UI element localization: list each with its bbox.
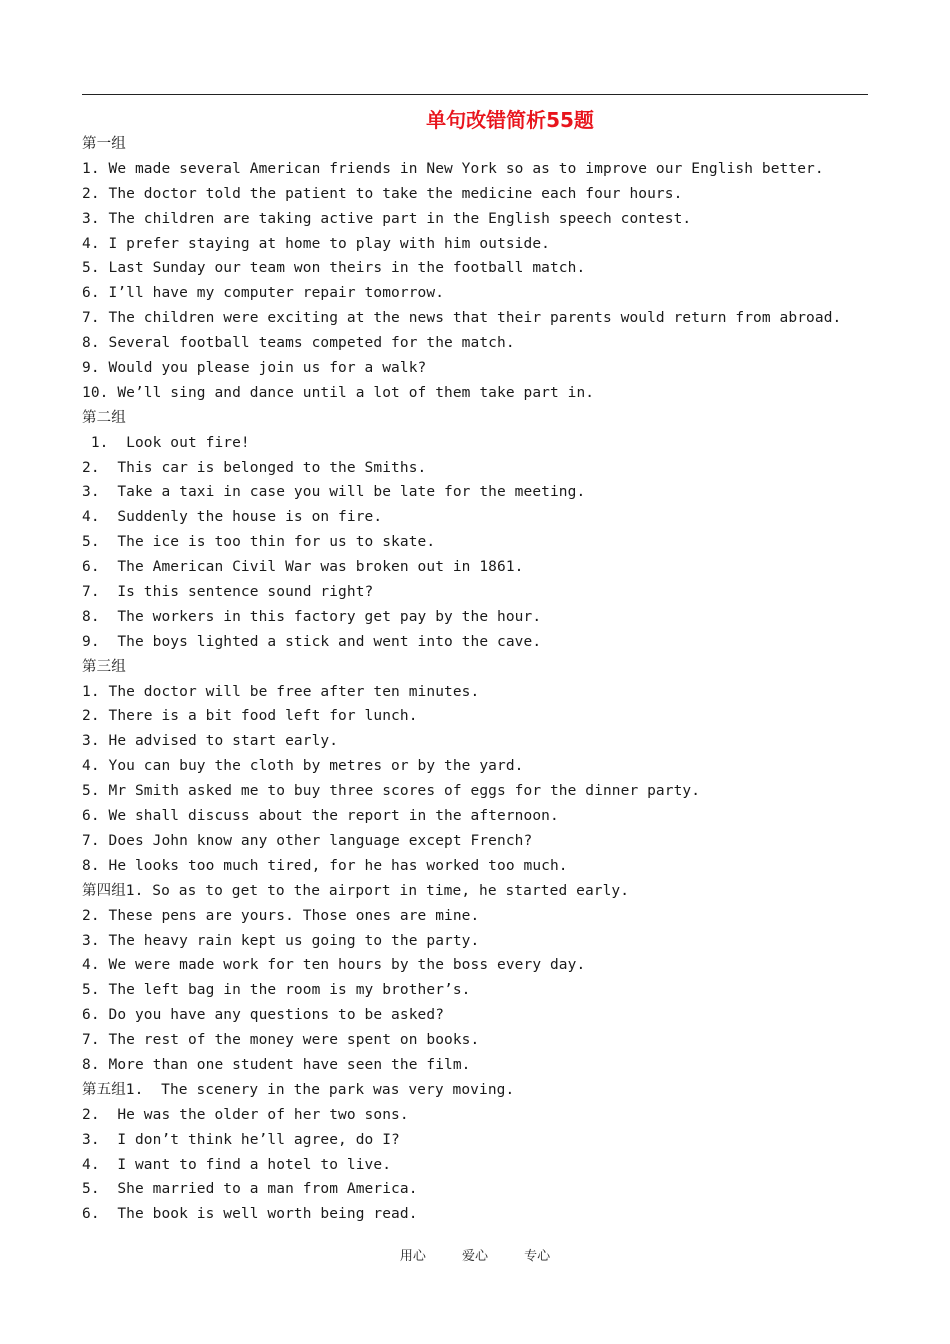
exercise-line: 7. Does John know any other language except French? [82,832,533,849]
exercise-line: 7. The children were exciting at the news that their parents would return from abroad. [82,310,842,327]
exercise-line: 3. The heavy rain kept us going to the party. [82,932,480,949]
exercise-line: 5. Mr Smith asked me to buy three scores of eggs for the dinner party. [82,783,701,800]
exercise-line: 6. The book is well worth being read. [82,1206,418,1223]
exercise-line: 第二组 [82,409,126,426]
exercise-line: 第四组1. So as to get to the airport in time, he started early. [82,882,630,899]
exercise-line: 6. I’ll have my computer repair tomorrow. [82,285,445,302]
exercise-list [82,132,882,1227]
exercise-line: 4. You can buy the cloth by metres or by the yard. [82,758,524,775]
exercise-line: 5. She married to a man from America. [82,1181,418,1198]
exercise-line: 4. Suddenly the house is on fire. [82,509,383,526]
exercise-line: 4. I prefer staying at home to play with him outside. [82,235,550,252]
footer-text: 爱心 [461,1249,488,1264]
exercise-line: 7. The rest of the money were spent on books. [82,1032,480,1049]
exercise-line: 8. He looks too much tired, for he has worked too much. [82,857,568,874]
exercise-line: 6. The American Civil War was broken out in 1861. [82,559,524,576]
exercise-line: 10. We’ll sing and dance until a lot of them take part in. [82,384,595,401]
exercise-line: 6. We shall discuss about the report in the afternoon. [82,808,559,825]
exercise-line: 6. Do you have any questions to be asked? [82,1007,445,1024]
exercise-line: 3. He advised to start early. [82,733,339,750]
exercise-line: 4. We were made work for ten hours by the boss every day. [82,957,586,974]
page-title: 单句改错简析55题 [426,108,594,132]
exercise-line: 第五组1. The scenery in the park was very moving. [82,1081,515,1098]
exercise-line: 8. The workers in this factory get pay by the hour. [82,608,542,625]
header-rule [82,94,868,95]
exercise-line: 2. There is a bit food left for lunch. [82,708,418,725]
footer-text: 专心 [524,1249,551,1264]
page-footer [0,1247,950,1267]
exercise-line: 3. Take a taxi in case you will be late for the meeting. [82,484,586,501]
exercise-line: 第三组 [82,658,126,675]
exercise-line: 3. The children are taking active part in the English speech contest. [82,210,692,227]
exercise-line: 2. This car is belonged to the Smiths. [82,459,427,476]
footer-text: 用心 [399,1249,426,1264]
exercise-line: 2. The doctor told the patient to take the medicine each four hours. [82,185,683,202]
exercise-line: 2. These pens are yours. Those ones are mine. [82,907,480,924]
exercise-line: 5. The ice is too thin for us to skate. [82,534,436,551]
exercise-line: 5. Last Sunday our team won theirs in the football match. [82,260,586,277]
exercise-line: 9. Would you please join us for a walk? [82,360,427,377]
exercise-line: 2. He was the older of her two sons. [82,1106,409,1123]
exercise-line: 3. I don’t think he’ll agree, do I? [82,1131,400,1148]
exercise-line: 5. The left bag in the room is my brother’s. [82,982,471,999]
exercise-line: 第一组 [82,136,126,152]
exercise-line: 1. The doctor will be free after ten minutes. [82,683,480,700]
exercise-line: 7. Is this sentence sound right? [82,584,374,601]
exercise-line: 8. Several football teams competed for the match. [82,335,515,352]
exercise-line: 9. The boys lighted a stick and went into the cave. [82,633,542,650]
exercise-line: 1. We made several American friends in New York so as to improve our English better. [82,160,824,177]
exercise-line: 1. Look out fire! [82,434,250,451]
exercise-line: 4. I want to find a hotel to live. [82,1156,392,1173]
exercise-line: 8. More than one student have seen the film. [82,1056,471,1073]
